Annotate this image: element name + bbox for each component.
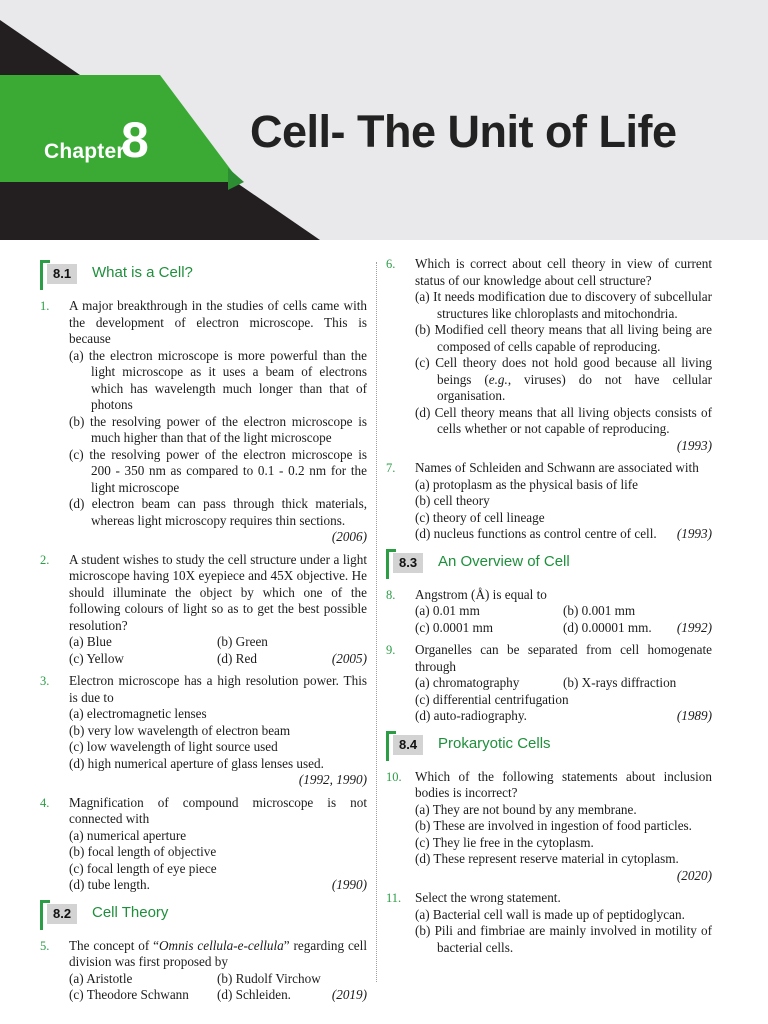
option-a: (a) They are not bound by any membrane. xyxy=(415,801,637,817)
option-row xyxy=(415,620,712,637)
option-row xyxy=(69,877,367,894)
option-row xyxy=(415,675,712,692)
option-italic: e.g. xyxy=(488,371,508,387)
green-banner xyxy=(0,75,240,182)
question-number: 2. xyxy=(40,552,50,567)
option-a: (a) 0.01 mm xyxy=(415,603,480,618)
option-row xyxy=(69,987,367,1004)
option-c: (c) 0.0001 mm xyxy=(415,619,494,635)
chapter-title: Cell- The Unit of Life xyxy=(250,106,677,157)
exam-year: (1989) xyxy=(676,708,712,723)
option-b: (b) very low wavelength of electron beam xyxy=(69,722,291,738)
question-number: 3. xyxy=(40,674,50,688)
chapter-header xyxy=(0,0,768,240)
question-3 xyxy=(40,673,367,789)
option-b: (b) X-rays diffraction xyxy=(563,675,677,690)
question-8 xyxy=(386,587,712,637)
question-6 xyxy=(386,256,712,454)
question-7 xyxy=(386,460,712,543)
option-d: (d) Red xyxy=(217,650,257,666)
question-number: 8. xyxy=(386,587,396,602)
option-a: (a) It needs modification due to discovery of subcellular structures like chloroplasts and mitochondria. xyxy=(415,289,712,321)
option-d: (d) electron beam can pass through thick materials, whereas light microscopy requires thin sections. xyxy=(69,496,367,528)
question-stem: Angstrom (Å) is equal to xyxy=(415,586,547,602)
option-row xyxy=(415,603,712,620)
option-b: (b) Pili and fimbriae are mainly involved in motility of bacterial cells. xyxy=(415,923,712,955)
section-heading-8-3 xyxy=(386,549,712,579)
option-c: (c) Yellow xyxy=(69,650,124,666)
option-a: (a) Blue xyxy=(69,634,112,649)
section-heading-8-4 xyxy=(386,731,712,761)
chapter-number: 8 xyxy=(121,112,149,168)
exam-year: (1993) xyxy=(676,526,712,541)
option-a: (a) Aristotle xyxy=(69,970,133,986)
option-b: (b) the resolving power of the electron microscope is much higher than that of the light microscope xyxy=(69,413,367,445)
right-column xyxy=(386,256,712,962)
question-number: 11. xyxy=(386,891,402,905)
option-text: , viruses) do not have cellular organisation. xyxy=(437,371,712,403)
question-stem: A student wishes to study the cell structure under a light microscope having 10X eyepiece and 45X objective. He should illuminate the object by which one of the following colours of light so as to get the best possible resolution? xyxy=(69,551,367,633)
option-row xyxy=(415,526,712,543)
question-9 xyxy=(386,642,712,725)
section-number: 8.3 xyxy=(393,553,423,573)
question-10 xyxy=(386,769,712,885)
exam-year: (1992) xyxy=(676,619,712,635)
stem-text: The concept of “ xyxy=(69,937,160,953)
option-a: (a) numerical aperture xyxy=(69,827,187,843)
question-1 xyxy=(40,298,367,546)
option-b: (b) Green xyxy=(217,634,268,649)
question-number: 7. xyxy=(386,461,396,475)
option-row xyxy=(69,634,367,651)
option-row xyxy=(415,708,712,725)
question-stem: Names of Schleiden and Schwann are associated with xyxy=(415,460,699,475)
option-b: (b) cell theory xyxy=(415,493,490,508)
question-number: 4. xyxy=(40,795,50,810)
option-c xyxy=(415,355,712,405)
option-a: (a) Bacterial cell wall is made up of peptidoglycan. xyxy=(415,906,685,922)
option-c: (c) They lie free in the cytoplasm. xyxy=(415,834,594,850)
exam-year: (2006) xyxy=(331,529,367,544)
option-d: (d) tube length. xyxy=(69,877,150,892)
option-d: (d) nucleus functions as control centre of cell. xyxy=(415,526,657,541)
section-title: Prokaryotic Cells xyxy=(438,734,551,752)
question-stem: A major breakthrough in the studies of cells came with the development of electron microscope. This is because xyxy=(69,298,367,346)
question-stem: Which of the following statements about inclusion bodies is incorrect? xyxy=(415,768,712,800)
exam-year: (2019) xyxy=(331,987,367,1002)
question-stem: Organelles can be separated from cell homogenate through xyxy=(415,642,712,674)
chapter-label: Chapter xyxy=(44,140,125,163)
question-4 xyxy=(40,795,367,894)
exam-year: (1993) xyxy=(676,437,712,453)
question-stem: Select the wrong statement. xyxy=(415,890,561,905)
option-c: (c) Theodore Schwann xyxy=(69,987,189,1002)
question-5 xyxy=(40,938,367,1004)
option-b: (b) These are involved in ingestion of food particles. xyxy=(415,818,692,833)
exam-year: (2005) xyxy=(331,650,367,666)
column-divider xyxy=(376,262,377,982)
exam-year: (2020) xyxy=(676,867,712,883)
section-number: 8.4 xyxy=(393,735,423,755)
option-a: (a) protoplasm as the physical basis of life xyxy=(415,476,639,492)
option-a: (a) the electron microscope is more powerful than the light microscope as it uses a beam of electrons which has wavelength much longer than that of photons xyxy=(69,347,367,412)
exam-year: (1992, 1990) xyxy=(298,772,367,787)
option-c: (c) differential centrifugation xyxy=(415,691,569,707)
question-stem xyxy=(69,938,367,971)
section-title: An Overview of Cell xyxy=(438,552,570,570)
option-d: (d) high numerical aperture of glass lenses used. xyxy=(69,755,324,771)
section-number: 8.1 xyxy=(47,264,77,284)
option-a: (a) electromagnetic lenses xyxy=(69,706,207,721)
question-number: 6. xyxy=(386,257,396,271)
option-d: (d) These represent reserve material in cytoplasm. xyxy=(415,851,679,866)
question-number: 5. xyxy=(40,938,50,953)
exam-year: (1990) xyxy=(331,877,367,892)
option-row xyxy=(69,651,367,668)
section-heading-8-1 xyxy=(40,260,367,290)
option-d: (d) Schleiden. xyxy=(217,987,291,1002)
option-b: (b) focal length of objective xyxy=(69,844,217,859)
question-number: 1. xyxy=(40,299,50,313)
question-stem: Magnification of compound microscope is not connected with xyxy=(69,794,367,826)
stem-latin-phrase: Omnis cellula-e-cellula xyxy=(159,937,284,953)
option-a: (a) chromatography xyxy=(415,675,520,690)
option-row xyxy=(69,971,367,988)
option-d: (d) auto-radiography. xyxy=(415,708,527,723)
question-stem: Which is correct about cell theory in view of current status of our knowledge about cell structure? xyxy=(415,256,712,288)
option-b: (b) Modified cell theory means that all living being are composed of cells capable of reproducing. xyxy=(415,322,712,354)
section-title: What is a Cell? xyxy=(92,264,193,281)
option-b: (b) 0.001 mm xyxy=(563,603,636,618)
option-c: (c) focal length of eye piece xyxy=(69,860,217,876)
section-heading-8-2 xyxy=(40,900,367,930)
question-2 xyxy=(40,552,367,668)
question-number: 10. xyxy=(386,769,402,784)
question-number: 9. xyxy=(386,643,396,657)
question-11 xyxy=(386,890,712,956)
option-c: (c) theory of cell lineage xyxy=(415,509,545,525)
option-c: (c) low wavelength of light source used xyxy=(69,739,278,754)
option-d: (d) Cell theory means that all living objects consists of cells whether or not capable of reproducing. xyxy=(415,404,712,436)
option-c: (c) the resolving power of the electron microscope is 200 - 350 nm as compared to 0.1 - 0.2 nm for the light microscope xyxy=(69,446,367,495)
section-number: 8.2 xyxy=(47,904,77,924)
option-text: (c) Cell theory does not hold good because all living beings ( xyxy=(415,355,712,387)
left-column xyxy=(40,256,367,1010)
option-d: (d) 0.00001 mm. xyxy=(563,619,652,635)
section-title: Cell Theory xyxy=(92,903,169,921)
question-stem: Electron microscope has a high resolution power. This is due to xyxy=(69,673,367,705)
stem-text: ” regarding cell division was first proposed by xyxy=(69,937,367,969)
option-b: (b) Rudolf Virchow xyxy=(217,970,321,986)
